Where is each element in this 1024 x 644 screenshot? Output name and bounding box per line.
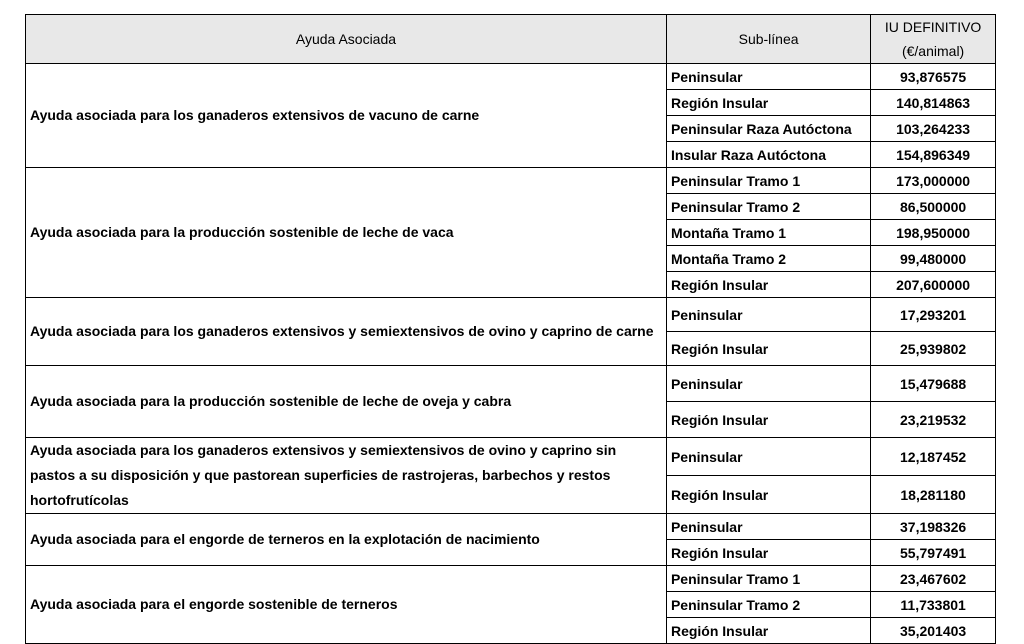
subline-cell: Región Insular (666, 540, 870, 566)
value-cell: 207,600000 (871, 272, 996, 298)
subline-cell: Peninsular Tramo 1 (666, 566, 870, 592)
aid-name-cell: Ayuda asociada para la producción sostenible de leche de oveja y cabra (26, 366, 667, 438)
subline-cell: Región Insular (666, 402, 870, 438)
header-row (26, 15, 996, 64)
table-row (26, 514, 996, 540)
table-row (26, 168, 996, 194)
subline-cell: Montaña Tramo 1 (666, 220, 870, 246)
aid-name-cell: Ayuda asociada para los ganaderos extensivos y semiextensivos de ovino y caprino sin pastos a su disposición y que pastorean superficies de rastrojeras, barbechos y restos hortofrutícolas (26, 438, 667, 514)
value-cell: 173,000000 (871, 168, 996, 194)
table-row (26, 438, 996, 476)
value-cell: 103,264233 (871, 116, 996, 142)
value-cell: 154,896349 (871, 142, 996, 168)
subline-cell: Región Insular (666, 618, 870, 644)
subline-cell: Región Insular (666, 272, 870, 298)
aid-name-cell: Ayuda asociada para los ganaderos extensivos de vacuno de carne (26, 64, 667, 168)
table-row (26, 298, 996, 332)
subline-cell: Montaña Tramo 2 (666, 246, 870, 272)
value-cell: 37,198326 (871, 514, 996, 540)
value-cell: 12,187452 (871, 438, 996, 476)
value-cell: 23,219532 (871, 402, 996, 438)
value-cell: 93,876575 (871, 64, 996, 90)
value-cell: 15,479688 (871, 366, 996, 402)
table-row (26, 566, 996, 592)
subline-cell: Peninsular Raza Autóctona (666, 116, 870, 142)
aid-name-cell: Ayuda asociada para los ganaderos extensivos y semiextensivos de ovino y caprino de carne (26, 298, 667, 366)
subline-cell: Peninsular (666, 366, 870, 402)
subline-cell: Peninsular (666, 438, 870, 476)
subline-cell: Peninsular Tramo 2 (666, 592, 870, 618)
value-cell: 55,797491 (871, 540, 996, 566)
value-cell: 140,814863 (871, 90, 996, 116)
value-cell: 17,293201 (871, 298, 996, 332)
subline-cell: Insular Raza Autóctona (666, 142, 870, 168)
table-body (26, 64, 996, 644)
aid-name-cell: Ayuda asociada para la producción sostenible de leche de vaca (26, 168, 667, 298)
aid-table (25, 14, 996, 644)
value-cell: 18,281180 (871, 476, 996, 514)
value-cell: 11,733801 (871, 592, 996, 618)
subline-cell: Región Insular (666, 332, 870, 366)
header-value-title: IU DEFINITIVO (884, 19, 982, 35)
table-row (26, 366, 996, 402)
header-value (871, 15, 996, 64)
table-header (26, 15, 996, 64)
subline-cell: Peninsular (666, 298, 870, 332)
aid-name-cell: Ayuda asociada para el engorde sostenible de terneros (26, 566, 667, 644)
subline-cell: Peninsular (666, 514, 870, 540)
value-cell: 35,201403 (871, 618, 996, 644)
value-cell: 99,480000 (871, 246, 996, 272)
subline-cell: Peninsular Tramo 1 (666, 168, 870, 194)
table-row (26, 64, 996, 90)
subline-cell: Región Insular (666, 476, 870, 514)
value-cell: 25,939802 (871, 332, 996, 366)
aid-name-cell: Ayuda asociada para el engorde de terneros en la explotación de nacimiento (26, 514, 667, 566)
subline-cell: Región Insular (666, 90, 870, 116)
value-cell: 198,950000 (871, 220, 996, 246)
header-aid: Ayuda Asociada (26, 15, 667, 64)
header-subline: Sub-línea (666, 15, 870, 64)
header-value-unit: (€/animal) (901, 43, 965, 59)
subline-cell: Peninsular Tramo 2 (666, 194, 870, 220)
subline-cell: Peninsular (666, 64, 870, 90)
value-cell: 23,467602 (871, 566, 996, 592)
value-cell: 86,500000 (871, 194, 996, 220)
